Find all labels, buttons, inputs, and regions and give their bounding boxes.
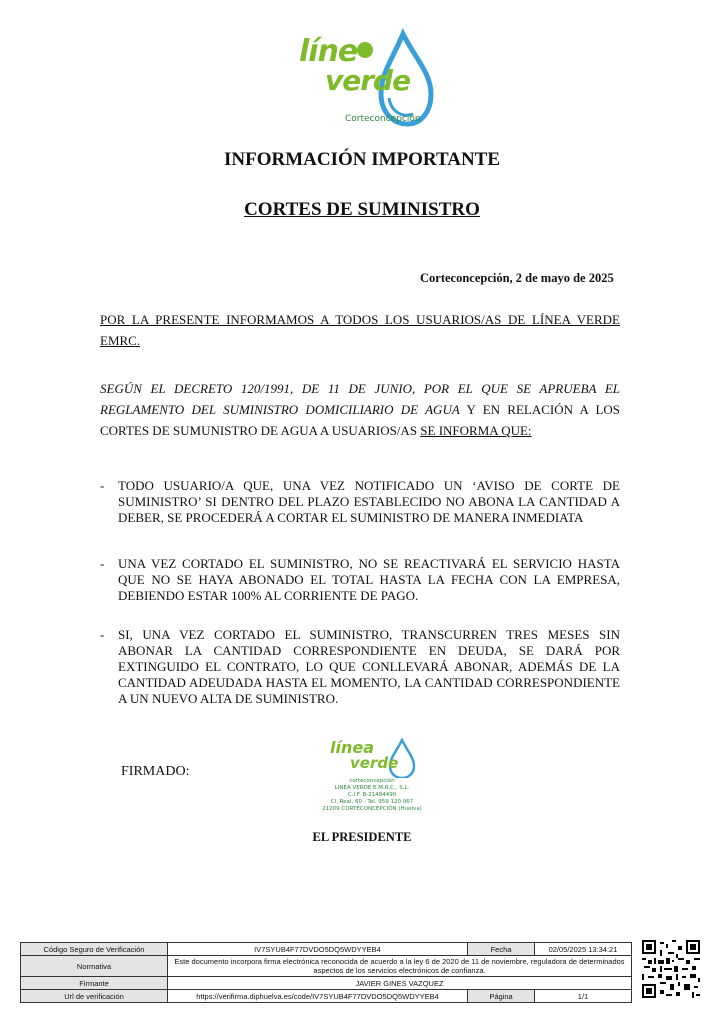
verification-url[interactable]: https://verifirma.diphuelva.es/code/IV7SYUB4F77DVDO5DQ5WDYYEB4: [168, 990, 468, 1003]
document-date: Corteconcepción, 2 de mayo de 2025: [420, 271, 614, 285]
stamp-word-verde: verde: [350, 754, 399, 772]
date-label: Fecha: [468, 943, 535, 956]
page-label: Página: [468, 990, 535, 1003]
table-row: [21, 990, 632, 1003]
stamp-word-linea: línea: [330, 738, 375, 757]
date-value: 02/05/2025 13:34:21: [535, 943, 632, 956]
bullet-text: SI, UNA VEZ CORTADO EL SUMINISTRO, TRANSCURREN TRES MESES SIN ABONAR LA CANTIDAD CORRESPONDIENTE EN DEUDA, SE DARÁ POR EXTINGUIDO EL CONTRATO, LO QUE CONLLEVARÁ ABONAR, ADEMÁS DE LA CANTIDAD ADEUDADA HASTA EL MOMENTO, LA CANTIDAD CORRESPONDIENTE A UN NUEVO ALTA DE SUMINISTRO.: [118, 627, 620, 706]
qr-code: [642, 940, 700, 998]
logo-word-verde: verde: [325, 64, 411, 97]
bullet-marker: -: [100, 627, 105, 642]
intro-paragraph: POR LA PRESENTE INFORMAMOS A TODOS LOS USUARIOS/AS DE LÍNEA VERDE EMRC.: [100, 312, 620, 348]
list-item: [100, 627, 620, 707]
csv-value: IV7SYUB4F77DVDO5DQ5WDYYEB4: [168, 943, 468, 956]
bullet-marker: -: [100, 478, 105, 493]
stamp-line: 21209 CORTECONCEPCIÓN (Huelva): [322, 806, 422, 812]
stamp-line: corteconcepción: [349, 778, 395, 784]
table-row: [21, 977, 632, 990]
bullet-marker: -: [100, 556, 105, 571]
signer-label: Firmante: [21, 977, 168, 990]
norm-label: Normativa: [21, 956, 168, 977]
stamp-line: LINEA VERDE E.M.R.C., S.L.: [334, 785, 410, 791]
list-item: [100, 556, 620, 606]
logo-word-line: líne: [299, 34, 358, 69]
url-label: Url de verificación: [21, 990, 168, 1003]
document-title: INFORMACIÓN IMPORTANTE: [223, 149, 501, 170]
decree-paragraph: [100, 378, 620, 441]
bullet-text: UNA VEZ CORTADO EL SUMINISTRO, NO SE REACTIVARÁ EL SERVICIO HASTA QUE NO SE HAYA ABONADO EL TOTAL HASTA LA FECHA CON LA EMPRESA, DEBIENDO ESTAR 100% AL CORRIENTE DE PAGO.: [118, 556, 620, 603]
page-value: 1/1: [535, 990, 632, 1003]
logo-subtitle: Corteconcepción: [345, 114, 421, 124]
stamp-text: [312, 778, 432, 813]
bullet-text: TODO USUARIO/A QUE, UNA VEZ NOTIFICADO UN ‘AVISO DE CORTE DE SUMINISTRO’ SI DENTRO DEL PLAZO ESTABLECIDO NO ABONA LA CANTIDAD A DEBER, SE PROCEDERÁ A CORTAR EL SUMINISTRO DE MANERA INMEDIATA: [118, 478, 620, 525]
table-row: [21, 943, 632, 956]
signer-role: EL PRESIDENTE: [312, 830, 412, 844]
document-subtitle: CORTES DE SUMINISTRO: [244, 199, 480, 220]
verification-table: [20, 942, 632, 1003]
company-stamp: [300, 738, 440, 828]
list-item: [100, 478, 620, 528]
table-row: [21, 956, 632, 977]
signer-value: JAVIER GINES VAZQUEZ: [168, 977, 632, 990]
decree-plain-text: Y EN RELACIÓN A LOS CORTES DE SUMUNISTRO DE AGUA A USUARIOS/AS: [100, 402, 620, 438]
decree-italic-text: SEGÚN EL DECRETO 120/1991, DE 11 DE JUNIO, POR EL QUE SE APRUEBA EL REGLAMENTO DEL SUMINISTRO DOMICILIARIO DE AGUA: [100, 381, 620, 417]
recycle-icon: [357, 42, 373, 58]
signed-label: FIRMADO:: [121, 764, 190, 779]
company-logo: [285, 28, 435, 128]
csv-label: Código Seguro de Verificación: [21, 943, 168, 956]
stamp-line: Cl. Real, 60 - Tel. 959 120 067: [330, 799, 414, 805]
decree-underlined-text: SE INFORMA QUE:: [420, 423, 532, 438]
stamp-line: C.I.F. B-21484490: [347, 792, 397, 798]
norm-value: Este documento incorpora firma electrónica reconocida de acuerdo a la ley 6 de 2020 de 11 de noviembre, reguladora de determinados aspectos de los servicios electrónicos de confianza.: [168, 956, 632, 977]
